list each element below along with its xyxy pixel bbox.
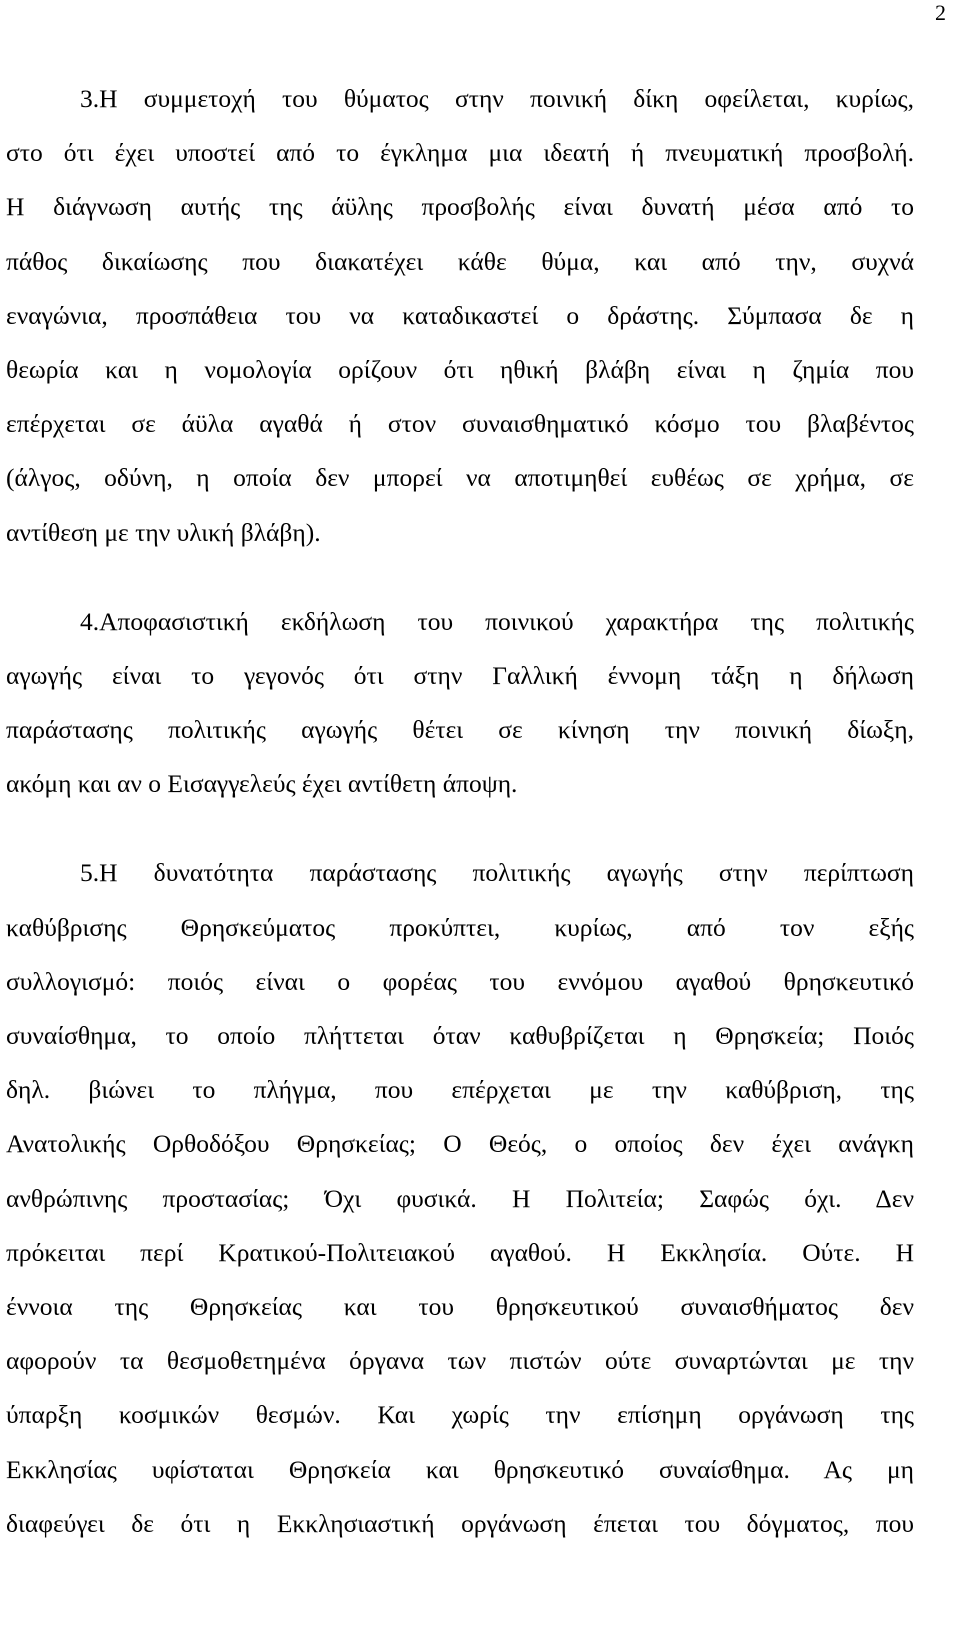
text-line: ύπαρξη κοσμικών θεσμών. Και χωρίς την επίσημη οργάνωση της — [6, 1400, 914, 1430]
text-line: 4.Αποφασιστική εκδήλωση του ποινικού χαρακτήρα της πολιτικής — [80, 606, 914, 636]
paragraph-spacer — [6, 811, 914, 846]
paragraph-3 — [6, 72, 914, 560]
text-line: ανθρώπινης προστασίας; Όχι φυσικά. Η Πολιτεία; Σαφώς όχι. Δεν — [6, 1183, 914, 1213]
text-line: συλλογισμό: ποιός είναι ο φορέας του εννόμου αγαθού θρησκευτικό — [6, 966, 914, 996]
text-line: (άλγος, οδύνη, η οποία δεν μπορεί να αποτιμηθεί ευθέως σε χρήμα, σε — [6, 463, 914, 493]
text-line: στο ότι έχει υποστεί από το έγκλημα μια ιδεατή ή πνευματική προσβολή. — [6, 138, 914, 168]
text-line: 5.Η δυνατότητα παράστασης πολιτικής αγωγής στην περίπτωση — [80, 858, 914, 888]
text-line: έννοια της Θρησκείας και του θρησκευτικού συναισθήματος δεν — [6, 1291, 914, 1321]
text-line: συναίσθημα, το οποίο πλήττεται όταν καθυβρίζεται η Θρησκεία; Ποιός — [6, 1021, 914, 1050]
text-line: παράστασης πολιτικής αγωγής θέτει σε κίνηση την ποινική δίωξη, — [6, 715, 914, 745]
text-line: θεωρία και η νομολογία ορίζουν ότι ηθική βλάβη είναι η ζημία που — [6, 354, 914, 384]
text-line: πάθος δικαίωσης που διακατέχει κάθε θύμα, και από την, συχνά — [6, 246, 914, 276]
text-line: εναγώνια, προσπάθεια του να καταδικαστεί ο δράστης. Σύμπασα δε η — [6, 300, 914, 330]
text-line: επέρχεται σε άϋλα αγαθά ή στον συναισθηματικό κόσμο του βλαβέντος — [6, 409, 914, 439]
paragraph-5 — [6, 846, 914, 1550]
text-line: αντίθεση με την υλική βλάβη). — [6, 517, 321, 547]
paragraph-4 — [6, 595, 914, 812]
text-line: αφορούν τα θεσμοθετημένα όργανα των πιστών ούτε συναρτώνται με την — [6, 1346, 914, 1376]
text-line: Εκκλησίας υφίσταται Θρησκεία και θρησκευτικό συναίσθημα. Ας μη — [6, 1454, 914, 1484]
text-line: ακόμη και αν ο Εισαγγελεύς έχει αντίθετη άποψη. — [6, 769, 518, 799]
text-line: 3.Η συμμετοχή του θύματος στην ποινική δίκη οφείλεται, κυρίως, — [80, 84, 914, 113]
text-line: Η διάγνωση αυτής της άϋλης προσβολής είναι δυνατή μέσα από το — [6, 192, 914, 222]
page-number: 2 — [935, 0, 946, 25]
document-body — [6, 72, 914, 1551]
text-line: Ανατολικής Ορθοδόξου Θρησκείας; Ο Θεός, ο οποίος δεν έχει ανάγκη — [6, 1129, 914, 1159]
text-line: δηλ. βιώνει το πλήγμα, που επέρχεται με την καθύβριση, της — [6, 1075, 914, 1105]
text-line: πρόκειται περί Κρατικού-Πολιτειακού αγαθού. Η Εκκλησία. Ούτε. Η — [6, 1237, 914, 1267]
paragraph-spacer — [6, 560, 914, 595]
text-line: αγωγής είναι το γεγονός ότι στην Γαλλική έννομη τάξη η δήλωση — [6, 660, 914, 690]
text-line: διαφεύγει δε ότι η Εκκλησιαστική οργάνωση έπεται του δόγματος, που — [6, 1508, 914, 1538]
text-line: καθύβρισης Θρησκεύματος προκύπτει, κυρίως, από τον εξής — [6, 912, 914, 942]
